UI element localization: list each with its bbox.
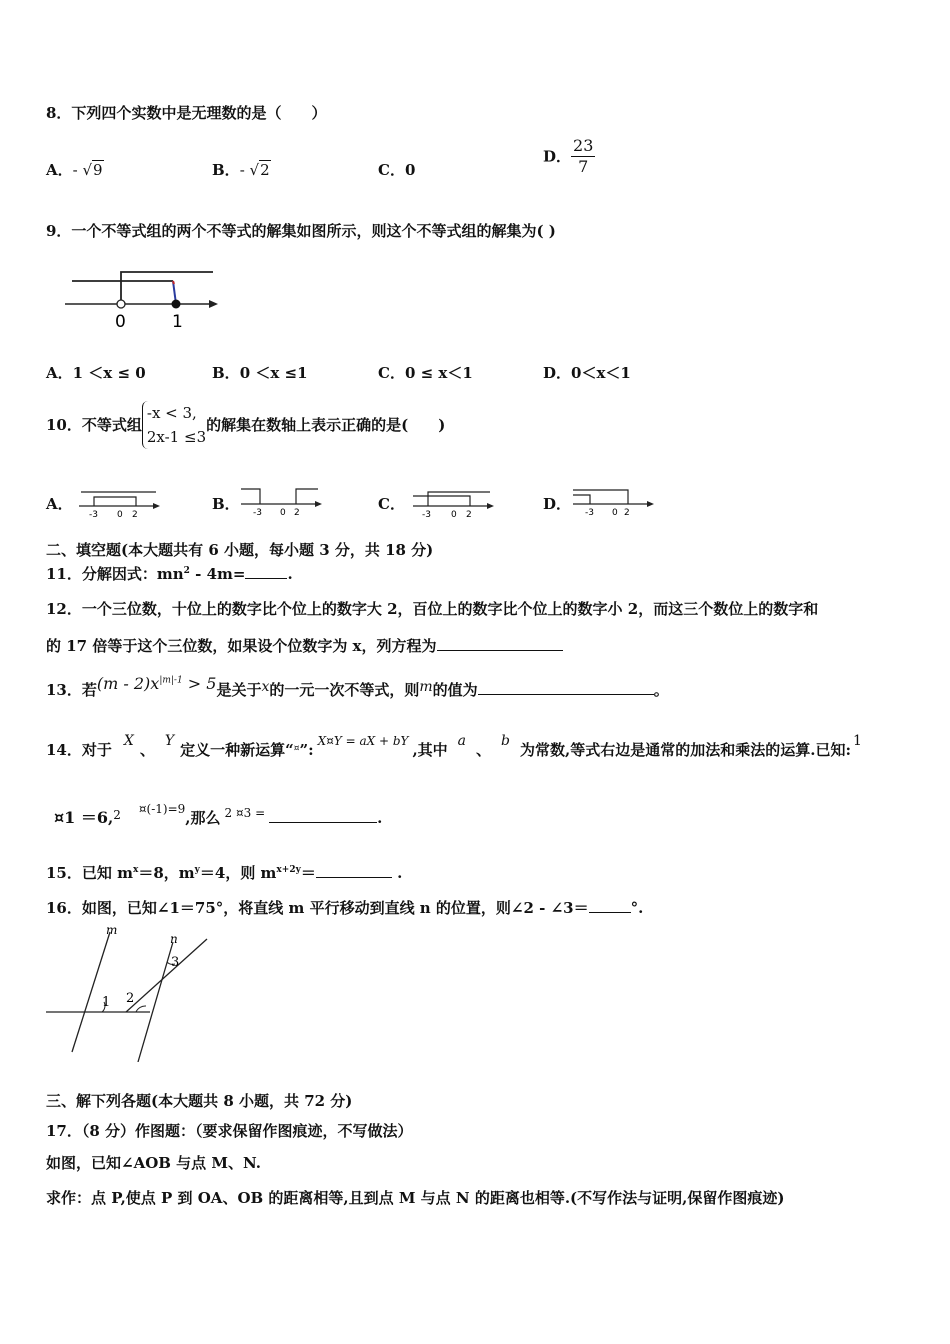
q9-stem: 9．一个不等式组的两个不等式的解集如图所示，则这个不等式组的解集为( ): [46, 222, 556, 240]
q8-stem: 8．下列四个实数中是无理数的是（ ）: [46, 104, 327, 122]
q15-answer-blank: [316, 863, 392, 878]
svg-text:-3: -3: [422, 510, 431, 520]
svg-text:2: 2: [294, 508, 300, 518]
section-2-heading: 二、填空题(本大题共有 6 小题，每小题 3 分，共 18 分): [46, 541, 434, 559]
q14-answer-blank: [269, 808, 377, 823]
q16-answer-blank: [589, 898, 631, 913]
q13-answer-blank: [478, 680, 654, 695]
svg-text:0: 0: [117, 510, 123, 520]
q9-option-c: C．0 ≤ x＜1: [378, 364, 473, 382]
svg-text:0: 0: [280, 508, 286, 518]
q16-label-1: 1: [102, 995, 111, 1010]
q9-number-line-figure: [60, 262, 230, 334]
section-3-heading: 三、解下列各题(本大题共 8 小题，共 72 分): [46, 1092, 353, 1110]
svg-text:2: 2: [132, 510, 138, 520]
q13-stem: 13．若$(m - 2)x^{|m|-1} > 5$是关于x的一元一次不等式，则m的值为 。: [46, 674, 669, 699]
q9-axis-arrow: [209, 300, 218, 308]
svg-text:2: 2: [466, 510, 472, 520]
q9-option-a: A．1 ＜x ≤ 0: [46, 364, 146, 382]
q16-line-n: [138, 942, 173, 1062]
q14-line-2: ¤1 ＝6,$^2$ $^{¤(-1)=9}$,那么 $^{2 ¤3 =}$ .: [54, 802, 383, 827]
q9-tick-0: 0: [115, 312, 126, 332]
q10-system-brace: -x < 3, 2x-1 ≤3: [142, 401, 206, 449]
q16-label-m: m: [106, 923, 118, 937]
q12-line-1: 12．一个三位数，十位上的数字比个位上的数字大 2，百位上的数字比个位上的数字小 2，而这三个数位上的数字和: [46, 600, 819, 618]
q17-line-2: 如图，已知∠AOB 与点 M、N.: [46, 1154, 261, 1172]
q8-option-c: C．0: [378, 161, 416, 179]
q16-transversal: [126, 939, 207, 1012]
q10-option-b-label: B．: [212, 495, 240, 513]
q12-line-2: 的 17 倍等于这个三位数，如果设个位数字为 x，列方程为: [46, 636, 563, 656]
q16-label-2: 2: [126, 991, 135, 1006]
q16-label-n: n: [170, 932, 178, 946]
q12-answer-blank: [437, 636, 563, 651]
q8-option-d: D． $\frac{23}{7}$: [543, 136, 594, 176]
q15-stem: 15．已知 $m^x=8$，$m^y=4$，则 $m^{x+2y}=$ .: [46, 864, 403, 882]
q9-closed-point-1: [172, 300, 181, 309]
svg-text:-3: -3: [253, 508, 262, 518]
svg-text:-3: -3: [89, 510, 98, 520]
q8-option-a: A．- √9: [46, 161, 103, 179]
q10-option-d-figure: [570, 484, 660, 520]
svg-text:0: 0: [451, 510, 457, 520]
svg-text:-3: -3: [585, 508, 594, 518]
svg-text:2: 2: [624, 508, 630, 518]
q11-answer-blank: [245, 564, 287, 579]
q10-option-a-figure: [76, 484, 166, 520]
q14-line-1: 14．对于 X 、 Y 定义一种新运算“¤”: $^{X¤Y = aX + bY}$ ,其中 a 、 b 为常数,等式右边是通常的加法和乘法的运算.已知: 1: [46, 733, 862, 759]
q8-option-b: B．- √2: [212, 161, 270, 179]
q16-figure: [42, 922, 222, 1062]
q16-line-m: [72, 932, 110, 1052]
q10-option-c-figure: [410, 484, 500, 520]
q10-option-b-figure: [238, 484, 328, 520]
q11-stem: 11．分解因式：$mn^2 - 4m=$ .: [46, 565, 293, 583]
q16-stem: 16．如图，已知∠1＝75°，将直线 m 平行移动到直线 n 的位置，则∠2 - ∠3＝ °.: [46, 899, 644, 917]
q10-stem: 10．不等式组 -x < 3, 2x-1 ≤3 的解集在数轴上表示正确的是( ): [46, 398, 445, 451]
q17-line-1: 17．（8 分）作图题：（要求保留作图痕迹，不写做法）: [46, 1122, 413, 1140]
svg-text:0: 0: [612, 508, 618, 518]
q10-option-d-label: D．: [543, 495, 572, 513]
q10-option-c-label: C．: [378, 495, 405, 513]
q9-option-b: B．0 ＜x ≤1: [212, 364, 308, 382]
q9-tick-1: 1: [172, 312, 183, 332]
q17-line-3: 求作：点 P,使点 P 到 OA、OB 的距离相等,且到点 M 与点 N 的距离也相等.(不写作法与证明,保留作图痕迹): [46, 1189, 785, 1207]
q9-range-upper: [121, 272, 213, 304]
q10-option-a-label: A．: [46, 495, 73, 513]
q9-open-point-0: [117, 300, 125, 308]
q9-option-d: D．0＜x＜1: [543, 364, 631, 382]
q16-label-3: 3: [171, 955, 180, 970]
